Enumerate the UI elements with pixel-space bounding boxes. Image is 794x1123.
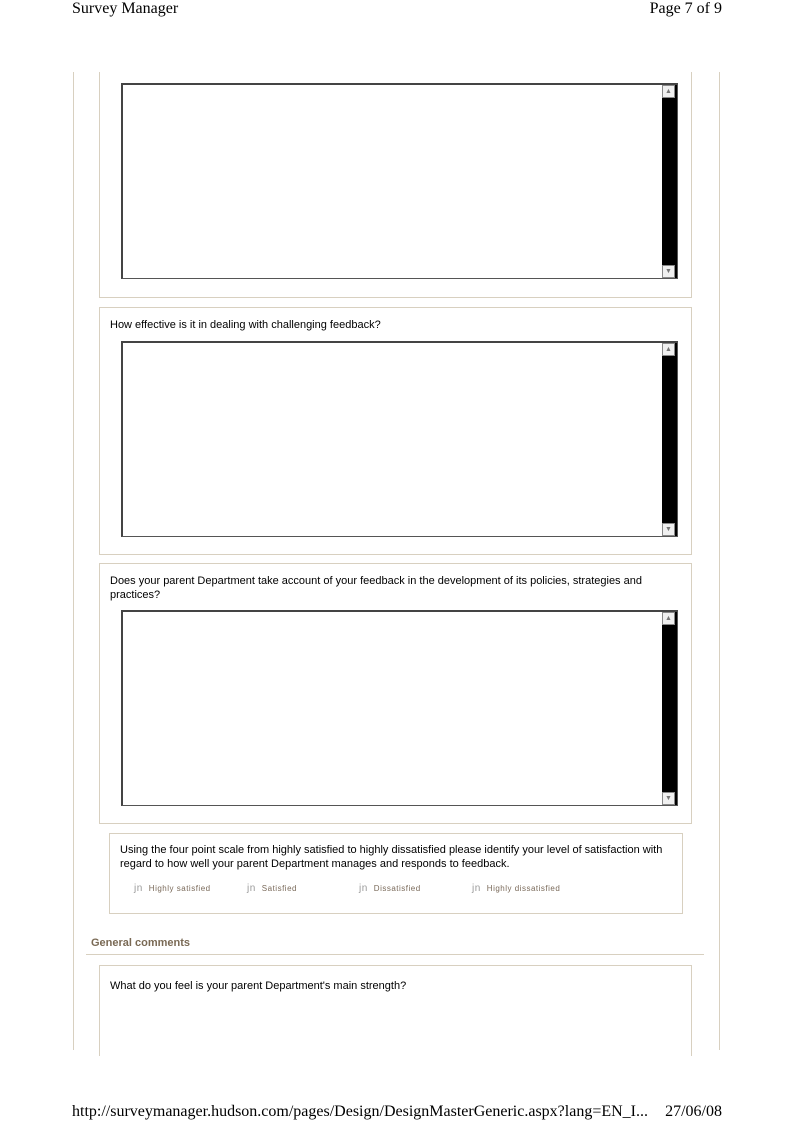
radio-icon[interactable]: jn <box>359 883 368 894</box>
radio-label: Dissatisfied <box>373 884 421 893</box>
radio-icon[interactable]: jn <box>247 883 256 894</box>
page-url: http://surveymanager.hudson.com/pages/Design/DesignMasterGeneric.aspx?lang=EN_I... <box>72 1103 648 1120</box>
radio-label: Satisfied <box>261 884 297 893</box>
print-date: 27/06/08 <box>665 1103 722 1120</box>
question-box-strength <box>99 965 692 1056</box>
question-box-previous <box>99 72 692 298</box>
scrollbar[interactable] <box>662 343 677 536</box>
satisfaction-radio-group <box>134 883 674 897</box>
radio-icon[interactable]: jn <box>134 883 143 894</box>
answer-textarea-previous[interactable] <box>121 83 678 279</box>
radio-highly-satisfied[interactable] <box>134 883 211 894</box>
scrollbar[interactable] <box>662 612 677 805</box>
question-text-scale: Using the four point scale from highly satisfied to highly dissatisfied please identify your level of satisfaction with regard to how well your parent Department manages and responds to feedback. <box>120 844 663 870</box>
scroll-down-icon[interactable]: ▼ <box>662 265 675 278</box>
question-text-effective: How effective is it in dealing with challenging feedback? <box>110 319 381 331</box>
radio-label: Highly dissatisfied <box>486 884 561 893</box>
question-text-strength: What do you feel is your parent Department's main strength? <box>110 980 407 992</box>
question-box-account <box>99 563 692 824</box>
radio-dissatisfied[interactable] <box>359 883 421 894</box>
radio-icon[interactable]: jn <box>472 883 481 894</box>
page-indicator: Page 7 of 9 <box>649 0 722 17</box>
question-box-scale <box>109 833 683 914</box>
scrollbar[interactable] <box>662 85 677 278</box>
answer-textarea-effective[interactable] <box>121 341 678 537</box>
scroll-down-icon[interactable]: ▼ <box>662 792 675 805</box>
frame-left-border <box>73 72 74 1050</box>
scroll-up-icon[interactable]: ▲ <box>662 85 675 98</box>
section-title-general-comments: General comments <box>91 937 191 949</box>
scroll-up-icon[interactable]: ▲ <box>662 612 675 625</box>
radio-highly-dissatisfied[interactable] <box>472 883 560 894</box>
scroll-up-icon[interactable]: ▲ <box>662 343 675 356</box>
radio-satisfied[interactable] <box>247 883 297 894</box>
frame-right-border <box>719 72 720 1050</box>
section-divider <box>86 954 704 955</box>
radio-label: Highly satisfied <box>148 884 211 893</box>
scroll-down-icon[interactable]: ▼ <box>662 523 675 536</box>
question-box-effective <box>99 307 692 555</box>
question-text-account: Does your parent Department take account of your feedback in the development of its policies, strategies and practices? <box>110 575 642 601</box>
answer-textarea-account[interactable] <box>121 610 678 806</box>
app-title: Survey Manager <box>72 0 179 17</box>
